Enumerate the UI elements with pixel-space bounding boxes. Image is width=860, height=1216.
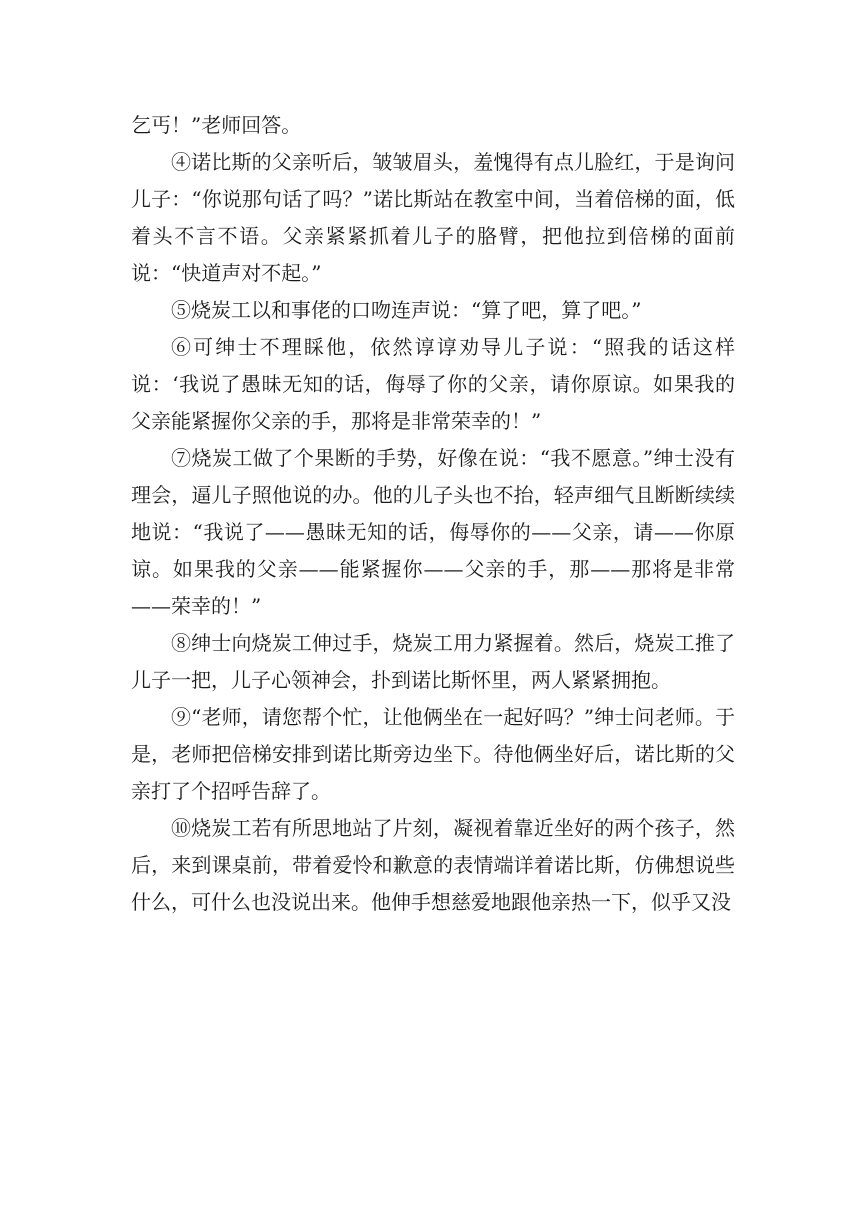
paragraph-6: ⑥可绅士不理睬他，依然谆谆劝导儿子说：“照我的话这样说：‘我说了愚昧无知的话，侮辱了你的父亲，请你原谅。如果我的父亲能紧握你父亲的手，那将是非常荣幸的！”: [131, 335, 735, 433]
paragraph-10: ⑩烧炭工若有所思地站了片刻，凝视着靠近坐好的两个孩子，然后，来到课桌前，带着爱怜和歉意的表情端详着诺比斯，仿佛想说些什么，可什么也没说出来。他伸手想慈爱地跟他亲热一下，似乎又没: [131, 816, 735, 914]
paragraph-continuation: 乞丐！”老师回答。: [131, 113, 302, 137]
paragraph-9: ⑨“老师，请您帮个忙，让他俩坐在一起好吗？”绅士问老师。于是，老师把倍梯安排到诺比斯旁边坐下。待他俩坐好后，诺比斯的父亲打了个招呼告辞了。: [131, 705, 735, 803]
paragraph-7: ⑦烧炭工做了个果断的手势，好像在说：“我不愿意。”绅士没有理会，逼儿子照他说的办。他的儿子头也不抬，轻声细气且断断续续地说：“我说了——愚昧无知的话，侮辱你的——父亲，请——你原谅。如果我的父亲——能紧握你——父亲的手，那——那将是非常——荣幸的！”: [131, 446, 735, 618]
paragraph-8: ⑧绅士向烧炭工伸过手，烧炭工用力紧握着。然后，烧炭工推了儿子一把，儿子心领神会，扑到诺比斯怀里，两人紧紧拥抱。: [131, 631, 735, 692]
paragraph-4: ④诺比斯的父亲听后，皱皱眉头，羞愧得有点儿脸红，于是询问儿子：“你说那句话了吗？”诺比斯站在教室中间，当着倍梯的面，低着头不言不语。父亲紧紧抓着儿子的胳臂，把他拉到倍梯的面前说：“快道声对不起。”: [131, 150, 735, 285]
paragraph-5: ⑤烧炭工以和事佬的口吻连声说：“算了吧，算了吧。”: [171, 298, 642, 322]
body-text: [131, 107, 735, 921]
